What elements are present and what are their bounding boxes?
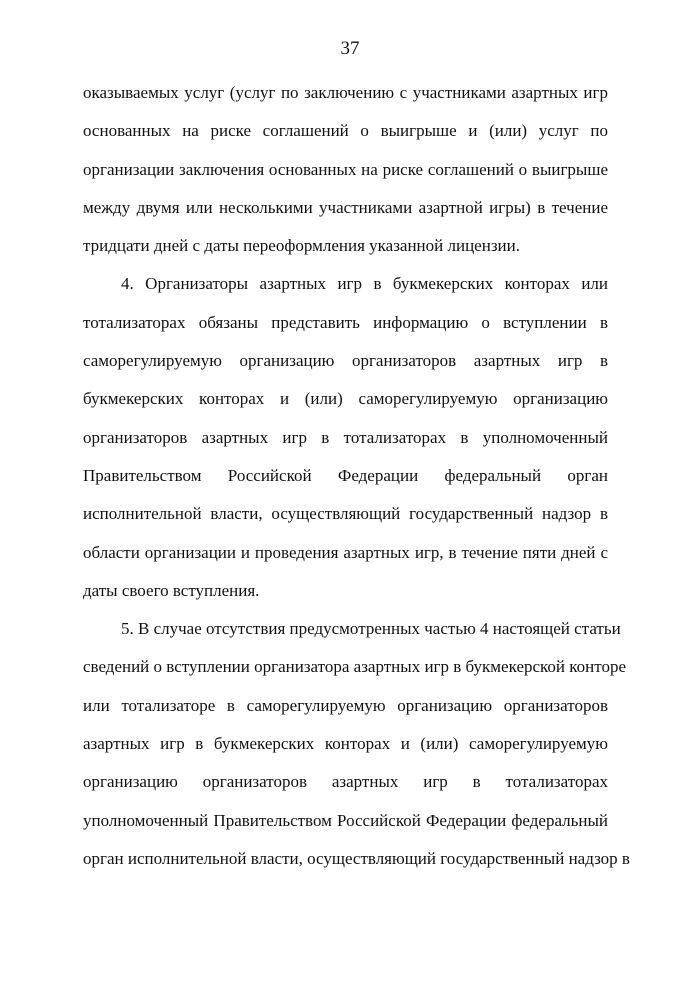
text-line: организаторов азартных игр в тотализаторах в уполномоченный bbox=[83, 427, 608, 447]
text-line: области организации и проведения азартных игр, в течение пяти дней с bbox=[83, 542, 608, 562]
text-line: тотализаторах обязаны представить информацию о вступлении в bbox=[83, 312, 608, 332]
text-line: букмекерских конторах и (или) саморегулируемую организацию bbox=[83, 389, 608, 409]
paragraph bbox=[83, 614, 630, 882]
page-number: 37 bbox=[340, 38, 360, 59]
text-line: Правительством Российской Федерации федеральный орган bbox=[83, 465, 608, 485]
text-line: сведений о вступлении организатора азартных игр в букмекерской конторе bbox=[83, 657, 627, 677]
document-body bbox=[83, 78, 630, 882]
text-line: уполномоченный Правительством Российской Федерации федеральный bbox=[83, 810, 608, 830]
text-line: тридцати дней с даты переоформления указанной лицензии. bbox=[83, 236, 520, 256]
text-line: даты своего вступления. bbox=[83, 580, 260, 600]
text-line: оказываемых услуг (услуг по заключению с участниками азартных игр bbox=[83, 83, 608, 102]
text-line: или тотализаторе в саморегулируемую организацию организаторов bbox=[83, 695, 608, 715]
text-line: организацию организаторов азартных игр в тотализаторах bbox=[83, 772, 608, 792]
paragraph bbox=[83, 269, 608, 614]
text-line: исполнительной власти, осуществляющий государственный надзор в bbox=[83, 504, 608, 524]
text-line: 5. В случае отсутствия предусмотренных частью 4 настоящей статьи bbox=[121, 619, 621, 639]
text-line: орган исполнительной власти, осуществляющий государственный надзор в bbox=[83, 848, 630, 868]
text-line: саморегулируемую организацию организаторов азартных игр в bbox=[83, 351, 608, 371]
text-line: между двумя или несколькими участниками азартной игры) в течение bbox=[83, 197, 608, 217]
text-line: азартных игр в букмекерских конторах и (или) саморегулируемую bbox=[83, 734, 608, 754]
text-line: основанных на риске соглашений о выигрыше и (или) услуг по bbox=[83, 121, 608, 141]
text-line: 4. Организаторы азартных игр в букмекерских конторах или bbox=[121, 274, 608, 294]
text-line: организации заключения основанных на риске соглашений о выигрыше bbox=[83, 159, 608, 179]
paragraph bbox=[83, 78, 608, 269]
